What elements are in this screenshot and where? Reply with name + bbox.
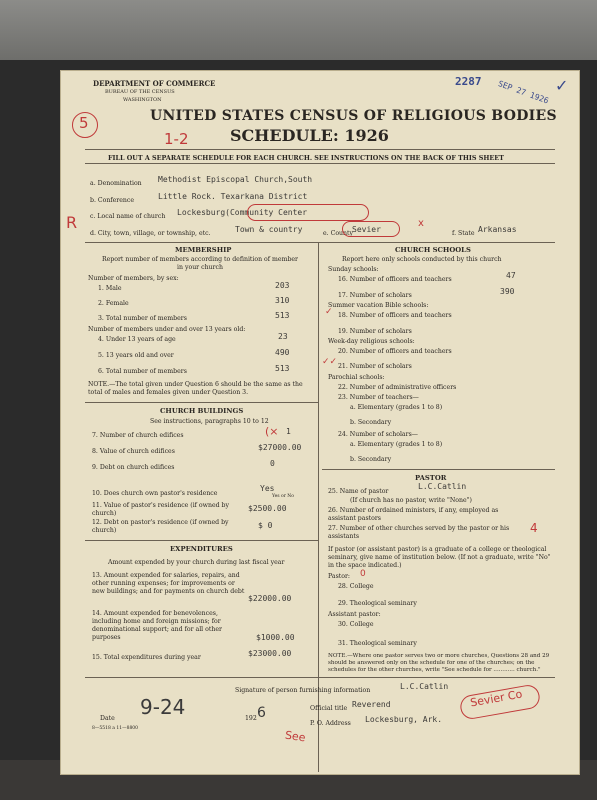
- q19-label: 19. Number of scholars: [338, 328, 412, 335]
- background-top: [0, 0, 597, 60]
- rule-top: [85, 149, 555, 150]
- membership-title: MEMBERSHIP: [175, 246, 232, 254]
- q29-label: 29. Theological seminary: [338, 600, 417, 607]
- q7-label: 7. Number of church edifices: [92, 432, 184, 439]
- q26-label: 26. Number of ordained ministers, if any, employed as assistant pastors: [328, 507, 499, 522]
- bureau-name: BUREAU OF THE CENSUS: [105, 89, 175, 95]
- q10-value: Yes: [260, 484, 275, 493]
- dept-block: [93, 80, 215, 104]
- rule-pastor: [322, 469, 555, 470]
- q3-label: 3. Total number of members: [98, 315, 187, 322]
- q2-value: 310: [275, 296, 290, 305]
- census-schedule-sheet: [60, 70, 580, 775]
- membership-note: NOTE.—The total given under Question 6 should be the same as the total of males and females given under Question 3.: [88, 381, 303, 396]
- q16-label: 16. Number of officers and teachers: [338, 276, 452, 283]
- pastor-title: PASTOR: [415, 474, 447, 482]
- q13-label: 13. Amount expended for salaries, repairs, and other running expenses; for improvements or new buildings; and for payments on church debt: [92, 572, 245, 595]
- form-title: UNITED STATES CENSUS OF RELIGIOUS BODIES: [150, 108, 557, 124]
- q9-value: 0: [270, 459, 275, 468]
- pastor-hand: 0: [360, 569, 366, 579]
- q5-value: 490: [275, 348, 290, 357]
- weekday-label: Week-day religious schools:: [328, 338, 415, 345]
- q24b-label: b. Secondary: [350, 456, 392, 463]
- pastor-note: NOTE.—Where one pastor serves two or more churches, Questions 28 and 29 should be answered only on the schedule for one of the churches; on the schedules for the other churches, write "See schedule for ............ church.": [328, 653, 550, 673]
- city-value: Town & country: [235, 225, 303, 234]
- conference-value: Little Rock. Texarkana District: [158, 192, 308, 201]
- state-label: f. State: [452, 230, 475, 237]
- q15-label: 15. Total expenditures during year: [92, 654, 201, 661]
- parochial-label: Parochial schools:: [328, 374, 385, 381]
- q7-value: 1: [286, 427, 291, 436]
- q9-label: 9. Debt on church edifices: [92, 464, 175, 471]
- schools-intro: Report here only schools conducted by this church: [342, 256, 502, 263]
- instructions-line: FILL OUT A SEPARATE SCHEDULE FOR EACH CHURCH. SEE INSTRUCTIONS ON THE BACK OF THIS SHEET: [108, 154, 504, 162]
- check-mark-blue: ✓: [555, 76, 569, 95]
- expenditures-intro: Amount expended by your church during last fiscal year: [108, 559, 285, 566]
- buildings-title: CHURCH BUILDINGS: [160, 407, 244, 415]
- sunday-label: Sunday schools:: [328, 266, 379, 273]
- city-label: d. City, town, village, or township, etc.: [90, 230, 211, 237]
- q21-label: 21. Number of scholars: [338, 363, 412, 370]
- check-q21: ✓✓: [322, 357, 338, 367]
- pastor-label: Pastor:: [328, 573, 351, 580]
- official-title-label: Official title: [310, 705, 348, 712]
- q12-value: $ 0: [258, 521, 273, 530]
- q8-label: 8. Value of church edifices: [92, 448, 175, 455]
- by-age-label: Number of members under and over 13 years old:: [88, 326, 246, 333]
- schedule-title: SCHEDULE: 1926: [230, 126, 389, 145]
- dept-city: WASHINGTON: [123, 97, 162, 103]
- q18-label: 18. Number of officers and teachers: [338, 312, 452, 319]
- receipt-stamp-date: SEP 27 1926: [496, 79, 550, 106]
- rule-expenditures: [85, 540, 318, 541]
- hand-circle-community: [247, 204, 369, 221]
- local-name-label: c. Local name of church: [90, 213, 166, 220]
- rule-instr: [85, 163, 555, 164]
- q24-label: 24. Number of scholars—: [338, 431, 418, 438]
- q24a-label: a. Elementary (grades 1 to 8): [350, 441, 443, 448]
- hand-see-note: See: [284, 728, 307, 745]
- q27-value: 4: [530, 521, 538, 535]
- q13-value: $22000.00: [248, 594, 292, 603]
- q14-value: $1000.00: [256, 633, 295, 642]
- state-value: Arkansas: [478, 225, 517, 234]
- receipt-stamp-number: 2287: [455, 75, 482, 88]
- q5-label: 5. 13 years old and over: [98, 352, 174, 359]
- form-number: 8—5518 a 11—8800: [92, 726, 139, 731]
- q15-value: $23000.00: [248, 649, 292, 658]
- county-value: Sevier: [352, 225, 381, 234]
- q11-value: $2500.00: [248, 504, 287, 513]
- q8-value: $27000.00: [258, 443, 302, 452]
- q31-label: 31. Theological seminary: [338, 640, 417, 647]
- po-address-value: Lockesburg, Ark.: [365, 715, 443, 724]
- schools-title: CHURCH SCHOOLS: [395, 246, 471, 254]
- hand-x-mark: x: [418, 218, 424, 229]
- seminary-instructions: If pastor (or assistant pastor) is a graduate of a college or theological seminary, give name of institution below. (If not a graduate, write "No" in the space indicated.): [328, 546, 551, 569]
- by-sex-label: Number of members, by sex:: [88, 275, 179, 282]
- summer-label: Summer vacation Bible schools:: [328, 302, 429, 309]
- rule-identity: [85, 242, 555, 243]
- dept-name: DEPARTMENT OF COMMERCE: [93, 79, 216, 88]
- denomination-value: Methodist Episcopal Church,South: [158, 175, 313, 184]
- date-label: Date: [100, 715, 115, 722]
- q27-label: 27. Number of other churches served by the pastor or his assistants: [328, 525, 510, 540]
- q30-label: 30. College: [338, 621, 374, 628]
- asst-pastor-label: Assistant pastor:: [328, 611, 381, 618]
- denomination-label: a. Denomination: [90, 180, 142, 187]
- q25-label: 25. Name of pastor: [328, 488, 389, 495]
- q14-label: 14. Amount expended for benevolences, including home and foreign missions; for denominational support; and for all other purposes: [92, 610, 222, 641]
- membership-intro: Report number of members according to definition of member in your church: [101, 256, 299, 271]
- county-label: e. County: [323, 230, 354, 237]
- buildings-see: See instructions, paragraphs 10 to 12: [150, 418, 269, 425]
- q17-value: 390: [500, 287, 515, 296]
- hand-sevier-co: Sevier Co: [469, 687, 524, 710]
- q25-note: (If church has no pastor, write "None"): [350, 497, 472, 504]
- q22-label: 22. Number of administrative officers: [338, 384, 457, 391]
- q4-label: 4. Under 13 years of age: [98, 336, 176, 343]
- q25-value: L.C.Catlin: [418, 482, 467, 491]
- q23b-label: b. Secondary: [350, 419, 392, 426]
- local-name-value: Lockesburg(Community Center: [177, 208, 308, 217]
- hand-circle-number: 5: [79, 114, 89, 132]
- official-title-value: Reverend: [352, 700, 391, 709]
- q28-label: 28. College: [338, 583, 374, 590]
- conference-label: b. Conference: [90, 197, 135, 204]
- expenditures-title: EXPENDITURES: [170, 545, 233, 553]
- hand-circle-county: [342, 221, 400, 237]
- rule-footer: [85, 677, 555, 678]
- q10-label: 10. Does church own pastor's residence: [92, 490, 218, 497]
- q16-value: 47: [506, 271, 516, 280]
- hand-mark-q7: (×: [265, 425, 279, 438]
- q3-value: 513: [275, 311, 290, 320]
- hand-R-mark: R: [66, 213, 78, 232]
- po-address-label: P. O. Address: [310, 720, 351, 727]
- check-q18: ✓: [325, 307, 333, 317]
- signature-label: Signature of person furnishing information: [235, 687, 371, 694]
- year-hand: 6: [257, 705, 266, 721]
- q23-label: 23. Number of teachers—: [338, 394, 419, 401]
- q17-label: 17. Number of scholars: [338, 292, 412, 299]
- q4-value: 23: [278, 332, 288, 341]
- q12-label: 12. Debt on pastor's residence (if owned by church): [92, 519, 229, 534]
- q1-value: 203: [275, 281, 290, 290]
- hand-code: 1-2: [164, 130, 189, 148]
- q23a-label: a. Elementary (grades 1 to 8): [350, 404, 443, 411]
- q11-label: 11. Value of pastor's residence (if owned by church): [92, 502, 229, 517]
- q2-label: 2. Female: [98, 300, 129, 307]
- yesno-hint: Yes or No: [272, 494, 294, 499]
- q6-value: 513: [275, 364, 290, 373]
- date-value: 9-24: [140, 695, 186, 719]
- signature-value: L.C.Catlin: [400, 682, 449, 691]
- year-prefix: 192: [245, 715, 257, 722]
- rule-buildings: [85, 402, 318, 403]
- q1-label: 1. Male: [98, 285, 122, 292]
- q6-label: 6. Total number of members: [98, 368, 187, 375]
- q20-label: 20. Number of officers and teachers: [338, 348, 452, 355]
